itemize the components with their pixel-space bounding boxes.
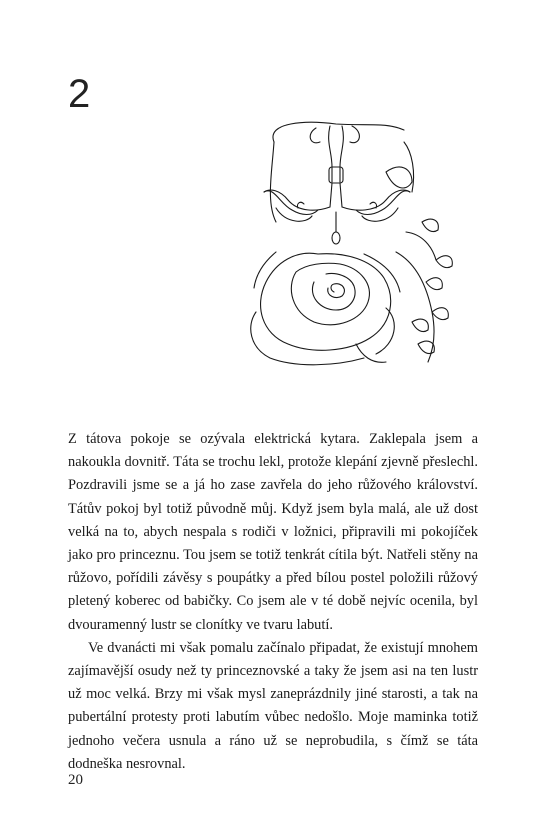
rose-chandelier-illustration bbox=[236, 112, 466, 367]
body-text bbox=[68, 428, 478, 776]
paragraph: Ve dvanácti mi však pomalu začínalo připadat, že existují mnohem zajímavější osudy než ty princeznovské a taky že jsem asi na ten lustr už moc velká. Brzy mi však mysl zaneprázdnily jiné starosti, a tak na pubertální protesty proti labutím vůbec nedošlo. Moje maminka totiž jednoho večera usnula a ráno už se neprobudila, s čímž se táta dodneška nesrovnal. bbox=[68, 639, 478, 772]
page-number: 20 bbox=[68, 772, 83, 788]
paragraph: Z tátova pokoje se ozývala elektrická kytara. Zaklepala jsem a nakoukla dovnitř. Táta se trochu lekl, protože klepání zjevně přeslechl. Pozdravili jsme se a já ho zase zavřela do jeho růžového království. Tátův pokoj byl totiž původně můj. Když jsem byla malá, ale už dost velká na to, abych nespala s rodiči v ložnici, připravili mi pokojíček jako pro princeznu. Tou jsem se totiž tenkrát cítila být. Natřeli stěny na růžovo, pořídili závěsy s poupátky a před bílou postel položili růžový pletený koberec od babičky. Co jsem ale v té době nejvíc ocenila, byl dvouramenný lustr se clonítky ve tvaru labutí. bbox=[68, 431, 478, 633]
chapter-number: 2 bbox=[68, 72, 91, 116]
